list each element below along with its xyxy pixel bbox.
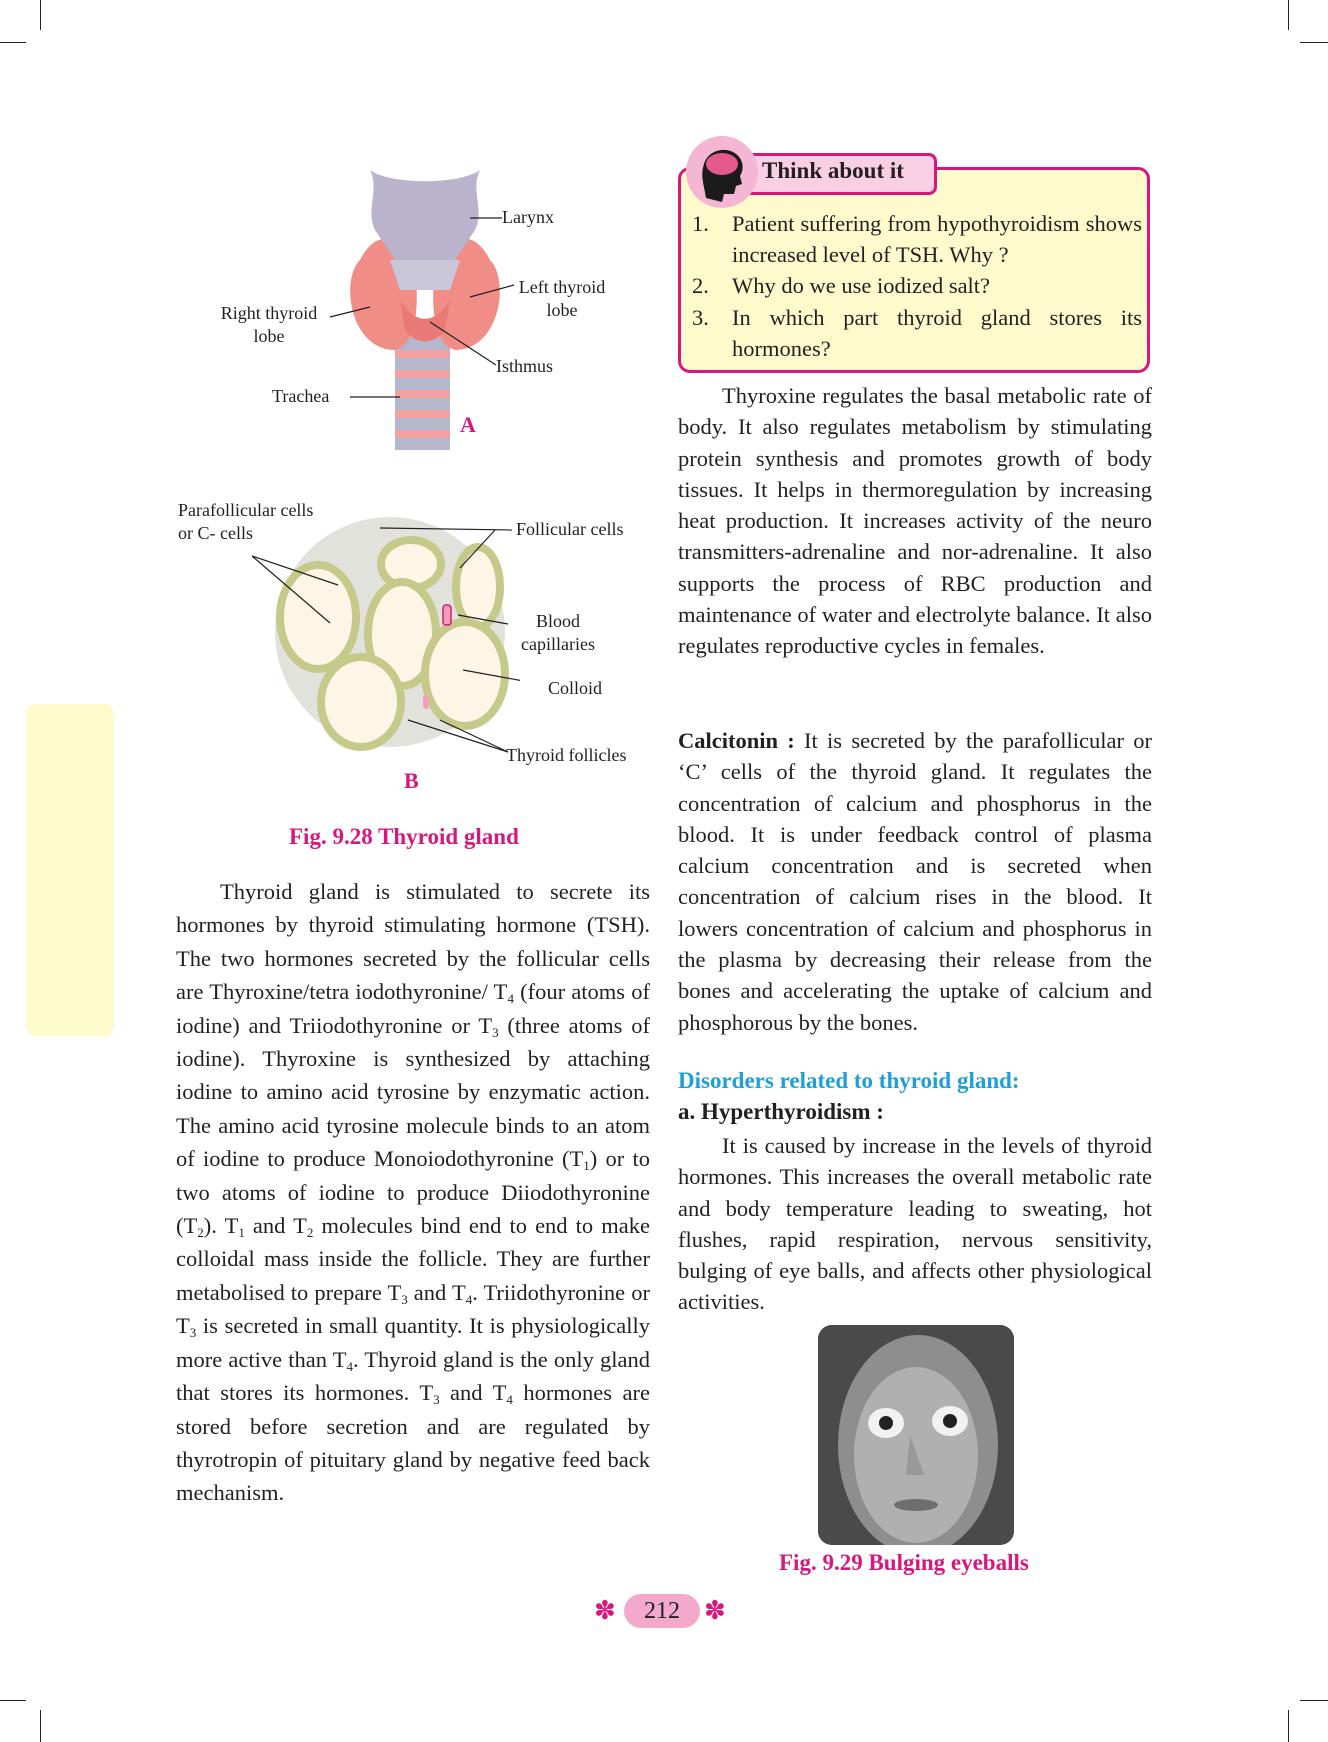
figure-a-leader-lines [320,200,520,410]
figure-letter-b: B [404,768,419,793]
hyperthyroidism-heading: a. Hyperthyroidism : [678,1099,884,1124]
figure-b-leader-lines [250,520,520,770]
crop-mark [0,42,26,43]
label-larynx: Larynx [502,207,554,227]
crop-mark [1288,0,1289,30]
label-follicular-cells: Follicular cells [516,519,624,539]
figure-caption-9-29: Fig. 9.29 Bulging eyeballs [779,1550,1029,1575]
paragraph-thyroid-hormones: Thyroid gland is stimulated to secrete its hormones by thyroid stimulating hormone (TSH). The two hormones secreted by the follicular cells are Thyroxine/tetra iodothyronine/ $T_4$ (four atoms of iodine) and Triiodothyronine or $T_3$ (three atoms of iodine). Thyroxine is synthesized by attaching iodine to amino acid tyrosine by enzymatic action. The amino acid tyrosine molecule binds to an atom of iodine to produce Monoiodothyronine $(T_1)$ or to two atoms of iodine to produce Diiodothyronine $(T_2)$. $T_1$ and $T_2$ molecules bind end to end to make colloidal mass inside the follicle. They are further metabolised to prepare $T_3$ and $T_4$. Triidothyronine or $T_3$ is secreted in small quantity. It is physiologically more active than $T_4$. Thyroid gland is the only gland that stores its hormones. $T_3$ and $T_4$ hormones are stored before secretion and are regulated by thyrotropin of pituitary gland by negative feed back mechanism. [176,879,651,1506]
label-right-thyroid-lobe: Right thyroid lobe [220,303,318,346]
paragraph-hyperthyroidism: It is caused by increase in the levels of thyroid hormones. This increases the overall metabolic rate and body temperature leading to sweating, hot flushes, rapid respiration, nervous sensitivity, bulging of eye balls, and affects other physiological activities. [678,1133,1152,1315]
flower-ornament-right-icon: ✽ [704,1596,726,1625]
bulging-eyeballs-photo [818,1325,1014,1545]
flower-ornament-left-icon: ✽ [594,1596,616,1625]
label-trachea: Trachea [272,386,330,406]
figure-caption-9-28: Fig. 9.28 Thyroid gland [289,824,519,849]
crop-mark [1288,1710,1289,1742]
page-number: 212 [644,1598,680,1624]
label-colloid: Colloid [548,678,603,698]
label-blood-capillaries: Blood capillaries [521,611,595,654]
label-left-thyroid-lobe: Left thyroid lobe [518,277,606,320]
side-tab [26,704,114,1036]
paragraph-calcitonin: Calcitonin : It is secreted by the parafollicular or ‘C’ cells of the thyroid gland. It regulates the concentration of calcium and phosphorus in the blood. It is under feedback control of plasma calcium concentration and is secreted when concentration of calcium rises in the blood. It lowers concentration of calcium and phosphorus in the plasma by decreasing their release from the bones and accelerating the uptake of calcium and phosphorous by the bones. [678,728,1152,1035]
crop-mark [40,0,41,30]
crop-mark [0,1700,26,1701]
label-isthmus: Isthmus [496,356,554,376]
question-2: 2. Why do we use iodized salt? [692,273,991,298]
brain-head-icon [686,136,758,208]
paragraph-thyroxine: Thyroxine regulates the basal metabolic rate of body. It also regulates metabolism by stimulating protein synthesis and promotes growth of body tissues. It helps in thermoregulation by increasing heat production. It increases activity of the neuro transmitters-adrenaline and nor-adrenaline. It also supports the process of RBC production and maintenance of water and electrolyte balance. It also regulates reproductive cycles in females. [678,383,1152,659]
crop-mark [1300,1700,1328,1701]
think-about-it-title: Think about it [762,158,904,183]
figure-letter-a: A [460,412,476,437]
label-parafollicular-cells: Parafollicular cells or C- cells [178,500,314,543]
crop-mark [40,1710,41,1742]
crop-mark [1300,42,1328,43]
question-3: 3. In which part thyroid gland stores its hormones? [692,305,1142,361]
question-1: 1. Patient suffering from hypothyroidism shows increased level of TSH. Why ? [692,211,1142,267]
label-thyroid-follicles: Thyroid follicles [506,745,627,765]
disorders-heading: Disorders related to thyroid gland: [678,1068,1020,1093]
